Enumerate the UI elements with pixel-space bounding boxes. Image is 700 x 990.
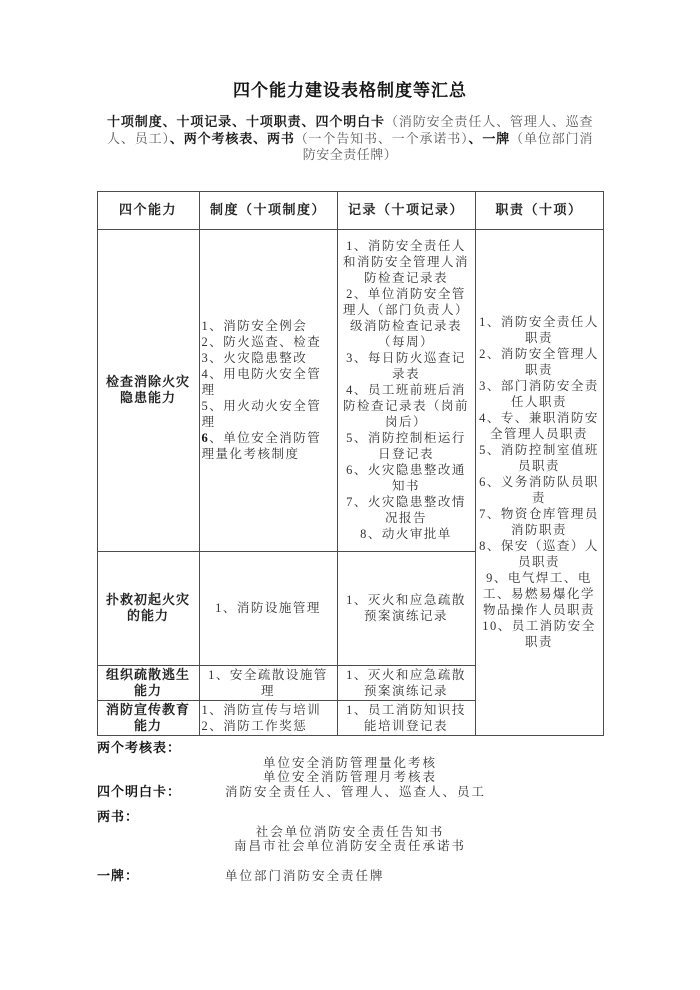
institutions-cell-row2 bbox=[199, 551, 337, 665]
list-item: 3、部门消防安全责任人职责 bbox=[479, 379, 599, 409]
list-item: 10、员工消防安全职责 bbox=[482, 619, 596, 649]
list-item: 组织疏散逃生 bbox=[105, 666, 190, 682]
list-item: 4、员工班前班后消防检查记录表（岗前岗后） bbox=[342, 383, 469, 429]
list-item: 8、保安（巡查）人员职责 bbox=[479, 539, 599, 569]
col-header-duties: 职责（十项） bbox=[475, 191, 603, 229]
capability-cell-extinguish-fire bbox=[97, 551, 199, 665]
table-row bbox=[97, 229, 603, 551]
notes-section bbox=[97, 740, 603, 884]
institutions-cell-row4 bbox=[199, 700, 337, 735]
list-item: 1、消防安全责任人职责 bbox=[479, 315, 599, 345]
book-item: 社会单位消防安全责任告知书 bbox=[255, 824, 445, 839]
list-item: 消防宣传教育 bbox=[105, 701, 190, 717]
list-item: 隐患能力 bbox=[119, 390, 176, 405]
list-item: 4、用电防火安全管理 bbox=[201, 367, 322, 397]
list-item: 6、义务消防队员职责 bbox=[479, 475, 599, 505]
assessment-form-item: 单位安全消防管理月考核表 bbox=[262, 769, 437, 784]
records-cell-row4 bbox=[337, 700, 475, 735]
list-item: 2、消防工作奖惩 bbox=[201, 718, 308, 733]
list-item: 1、灭火和应急疏散预案演练记录 bbox=[346, 667, 466, 698]
list-item: 能力 bbox=[133, 682, 162, 698]
table-header-row bbox=[97, 191, 603, 229]
records-cell-row1 bbox=[337, 229, 475, 551]
assessment-forms-label: 两个考核表： bbox=[97, 739, 182, 755]
list-item: 检查消除火灾 bbox=[105, 374, 190, 389]
book-item: 南昌市社会单位消防安全责任承诺书 bbox=[233, 838, 466, 853]
list-item: 的能力 bbox=[126, 608, 169, 623]
list-item: 3、每日防火巡查记录表 bbox=[346, 351, 466, 381]
institutions-cell-row1 bbox=[199, 229, 337, 551]
list-item: 5、消防控制室值班员职责 bbox=[479, 443, 599, 473]
list-item: 1、消防宣传与培训 bbox=[201, 702, 322, 717]
records-cell-row2 bbox=[337, 551, 475, 665]
list-item: 8、动火审批单 bbox=[360, 527, 452, 541]
four-cards-line bbox=[97, 784, 603, 800]
four-cards-value: 消防安全责任人、管理人、巡查人、员工 bbox=[225, 784, 487, 799]
col-header-capabilities: 四个能力 bbox=[97, 191, 199, 229]
two-books-label-line bbox=[97, 809, 603, 825]
records-cell-row3 bbox=[337, 665, 475, 700]
list-item: 2、单位消防安全管理人（部门负责人）级消防检查记录表（每周） bbox=[342, 287, 469, 349]
one-plate-label: 一牌： bbox=[97, 867, 140, 883]
list-item: 1、灭火和应急疏散预案演练记录 bbox=[346, 593, 466, 623]
capabilities-table bbox=[97, 191, 604, 736]
list-item: 5、消防控制柜运行日登记表 bbox=[346, 431, 466, 461]
list-item: 2、防火巡查、检查 bbox=[201, 335, 322, 349]
one-plate-line bbox=[97, 868, 603, 884]
list-item: 1、消防安全责任人和消防安全管理人消防检查记录表 bbox=[342, 239, 469, 285]
list-item: 6、单位安全消防管理量化考核制度 bbox=[201, 431, 322, 461]
assessment-forms-label-line bbox=[97, 740, 603, 756]
list-item: 9、电气焊工、电工、易燃易爆化学物品操作人员职责 bbox=[482, 571, 595, 617]
list-item: 2、消防安全管理人职责 bbox=[479, 347, 599, 377]
list-item: 7、火灾隐患整改情况报告 bbox=[346, 495, 466, 525]
four-cards-label: 四个明白卡： bbox=[97, 783, 182, 799]
list-item: 扑救初起火灾 bbox=[105, 592, 190, 607]
assessment-form-item: 单位安全消防管理量化考核 bbox=[262, 755, 437, 770]
list-item: 5、用火动火安全管理 bbox=[201, 399, 322, 429]
two-books-label: 两书： bbox=[97, 808, 140, 824]
list-item: 1、消防安全例会 bbox=[201, 319, 308, 333]
col-header-records: 记录（十项记录） bbox=[337, 191, 475, 229]
capability-cell-education bbox=[97, 700, 199, 735]
list-item: 6、火灾隐患整改通知书 bbox=[346, 463, 466, 493]
list-item: 1、安全疏散设施管理 bbox=[208, 667, 328, 698]
list-item: 1、消防设施管理 bbox=[215, 601, 321, 615]
institutions-cell-row3 bbox=[199, 665, 337, 700]
page-title: 四个能力建设表格制度等汇总 bbox=[233, 81, 467, 100]
capability-cell-inspect-hazards bbox=[97, 229, 199, 551]
col-header-institutions: 制度（十项制度） bbox=[199, 191, 337, 229]
list-item: 3、火灾隐患整改 bbox=[201, 351, 308, 365]
duties-cell bbox=[475, 229, 603, 735]
list-item: 7、物资仓库管理员消防职责 bbox=[479, 507, 599, 537]
capability-cell-evacuation bbox=[97, 665, 199, 700]
one-plate-value: 单位部门消防安全责任牌 bbox=[225, 868, 385, 883]
list-item: 4、专、兼职消防安全管理人员职责 bbox=[479, 411, 599, 441]
page-subtitle: 十项制度、十项记录、十项职责、四个明白卡（消防安全责任人、管理人、巡查人、员工）、两个考核表、两书（一个告知书、一个承诺书）、一牌（单位部门消防安全责任牌） bbox=[107, 114, 593, 162]
list-item: 1、员工消防知识技能培训登记表 bbox=[346, 702, 466, 733]
list-item: 能力 bbox=[133, 717, 162, 733]
